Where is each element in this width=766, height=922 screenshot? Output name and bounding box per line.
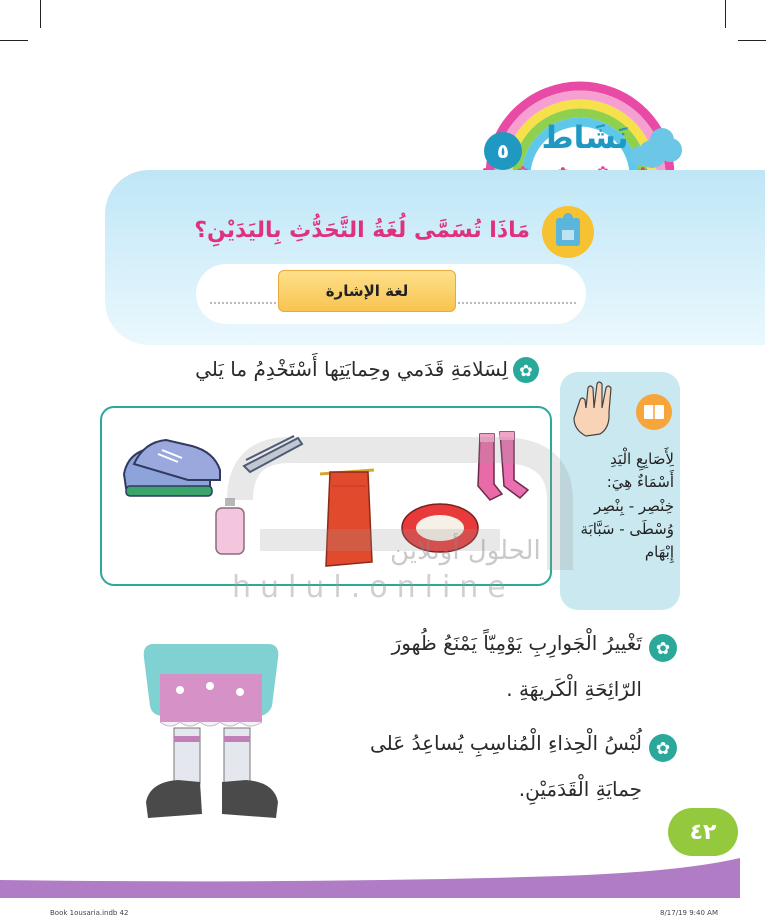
lotion-bottle-illustration[interactable]: [210, 496, 250, 556]
page-number-badge: ٤٢: [668, 808, 738, 856]
flower-bullet-icon: [648, 633, 678, 663]
girl-feet-illustration: [140, 636, 282, 830]
info-line: خِنْصِر - بِنْصِر: [593, 496, 674, 515]
socks-illustration[interactable]: [470, 430, 536, 510]
watermark-arabic: الحلول أونلاين: [390, 536, 541, 566]
question-text: مَاذَا تُسَمَّى لُغَةُ التَّحَدُّثِ بِاليَدَيْنِ؟: [194, 218, 530, 243]
crop-mark: [725, 0, 726, 28]
footer-filename: Book 1ousaria.indb 42: [50, 909, 129, 917]
flower-bullet-icon: [512, 356, 540, 384]
fact-line: الرّائِحَةِ الْكَريهَةِ .: [506, 677, 642, 701]
fact-line: لُبْسُ الْحِذاءِ الْمُناسِبِ يُساعِدُ عَلى: [370, 731, 642, 755]
puzzle-icon: [540, 204, 596, 260]
flower-bullet-icon: [648, 733, 678, 763]
info-line: وُسْطَى - سَبَّابَة: [580, 519, 674, 538]
info-line: لِأَصَابِعِ الْيَدِ: [610, 450, 674, 468]
svg-text:✿: ✿: [519, 361, 533, 380]
activity-title: نَشَاط: [541, 120, 629, 156]
sneakers-illustration[interactable]: [118, 430, 224, 502]
towel-illustration[interactable]: [318, 466, 376, 568]
svg-text:✿: ✿: [655, 639, 671, 659]
crop-mark: [738, 40, 766, 41]
info-line: إِبْهَام: [644, 543, 674, 561]
crop-mark: [40, 0, 41, 28]
instruction-text: لِسَلامَةِ قَدَمي وحِمايَتِها أَسْتَخْدِمُ ما يَلي: [195, 357, 508, 381]
info-card-text: [566, 448, 674, 608]
info-line: أَسْمَاءٌ هِيَ:: [606, 473, 674, 492]
hand-icon: [566, 378, 674, 444]
crop-mark: [0, 40, 28, 41]
footer-date: 8/17/19 9:40 AM: [660, 909, 718, 917]
answer-chip: لغة الإشارة: [278, 270, 456, 312]
svg-text:✿: ✿: [655, 739, 671, 759]
bottom-band: [0, 858, 766, 898]
watermark-latin: hulul.online: [232, 570, 515, 605]
fact-line: حِمايَةِ الْقَدَمَيْنِ.: [518, 777, 642, 801]
nail-clipper-illustration[interactable]: [240, 432, 306, 476]
fact-line: تَغْييرُ الْجَوارِبِ يَوْمِيّاً يَمْنَعُ ظُهورَ: [391, 631, 642, 655]
activity-number-badge: ٥: [484, 132, 522, 170]
